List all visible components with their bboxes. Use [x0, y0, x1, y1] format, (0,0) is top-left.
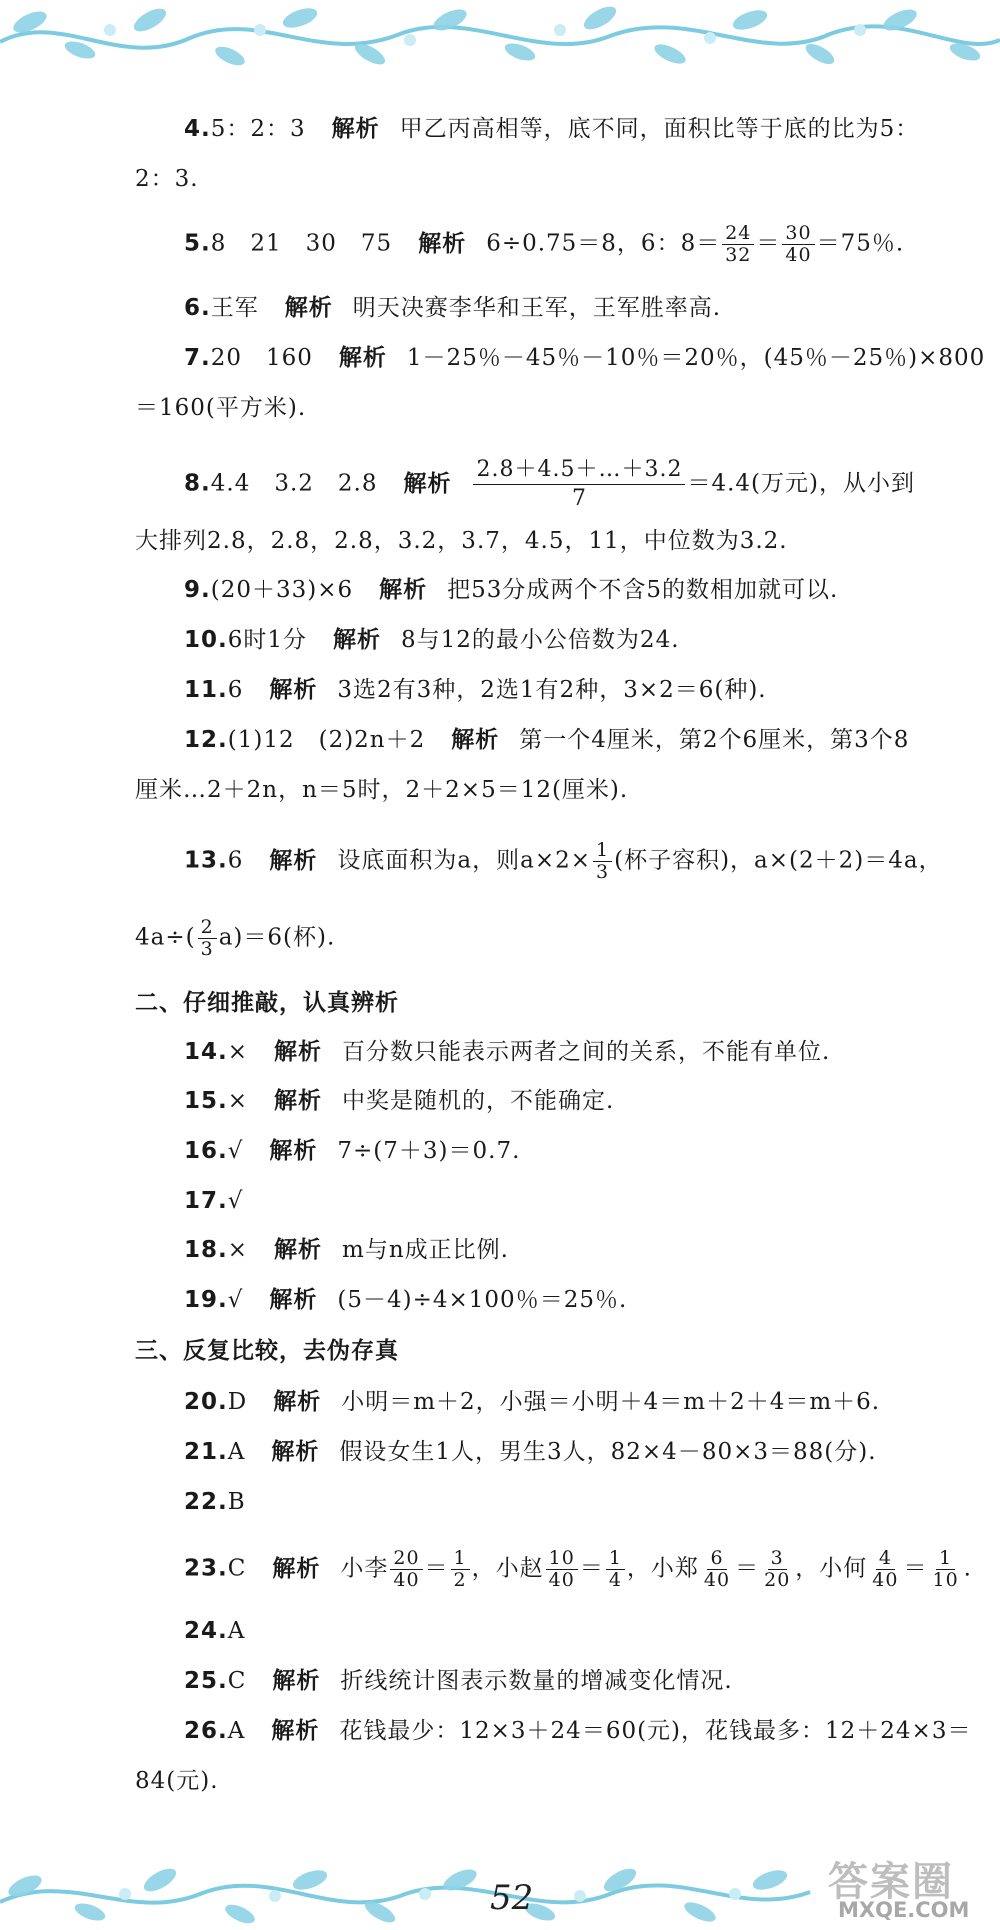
item-number: 11.	[184, 677, 228, 703]
denominator: 20	[764, 1569, 791, 1591]
item-explanation: 小明＝m＋2，小强＝小明＋4＝m＋2＋4＝m＋6.	[341, 1389, 881, 1415]
fraction	[451, 1548, 470, 1591]
fraction	[929, 1548, 961, 1591]
answer-24	[184, 1614, 245, 1648]
item-answer: A	[227, 1618, 246, 1644]
item-explanation: 7÷(7＋3)＝0.7.	[337, 1138, 521, 1164]
item-explanation: 假设女生1人，男生3人，82×4－80×3＝88(分).	[339, 1439, 877, 1465]
numerator: 10	[546, 1548, 578, 1570]
item-number: 24.	[184, 1618, 228, 1644]
item-answer: ×	[227, 1039, 249, 1065]
answer-8	[184, 456, 915, 513]
equals-sign: ＝	[424, 1555, 449, 1582]
analysis-label: 解析	[272, 1668, 321, 1694]
denominator: 40	[548, 1569, 575, 1591]
item-answer: ×	[227, 1237, 249, 1263]
continuation-text: 84(元).	[135, 1768, 219, 1794]
numerator: 3	[768, 1548, 787, 1570]
fraction	[606, 1548, 625, 1591]
item-answer: 4.4 3.2 2.8	[210, 470, 378, 497]
analysis-label: 解析	[269, 847, 318, 874]
fraction	[782, 223, 814, 266]
analysis-label: 解析	[418, 230, 467, 257]
answer-18	[184, 1233, 509, 1267]
numerator: 30	[782, 223, 814, 245]
item-answer: √	[227, 1287, 244, 1313]
denominator: 32	[725, 244, 752, 266]
item-answer: ×	[227, 1088, 249, 1114]
item-explanation: 中奖是随机的，不能确定.	[342, 1088, 615, 1114]
numerator: 4	[876, 1548, 895, 1570]
item-number: 8.	[184, 470, 211, 497]
denominator: 3	[200, 938, 214, 960]
answer-13	[184, 840, 943, 883]
answer-21	[184, 1435, 877, 1469]
watermark-title: 答案圈	[828, 1859, 954, 1905]
item-explanation: m与n成正比例.	[342, 1237, 509, 1263]
item-explanation: 第一个4厘米，第2个6厘米，第3个8	[519, 727, 910, 753]
continuation-text: 大排列2.8，2.8，2.8，3.2，3.7，4.5，11，中位数为3.2.	[135, 528, 788, 554]
analysis-label: 解析	[274, 1039, 323, 1065]
item-answer: 6	[227, 847, 244, 874]
item-answer: A	[227, 1718, 246, 1744]
analysis-label: 解析	[269, 677, 318, 703]
analysis-label: 解析	[284, 295, 333, 321]
answer-20	[184, 1385, 880, 1419]
answer-15	[184, 1084, 614, 1118]
denominator: 3	[596, 861, 610, 883]
equals-sign: ＝	[579, 1555, 604, 1582]
item-answer: C	[227, 1555, 247, 1582]
answer-8-cont	[135, 524, 788, 558]
fraction	[701, 1548, 733, 1591]
item-explanation: (5－4)÷4×100％＝25％.	[337, 1287, 628, 1313]
answer-9	[184, 573, 838, 607]
item-answer: D	[227, 1389, 248, 1415]
fraction	[722, 223, 754, 266]
item-explanation: 小李	[340, 1555, 389, 1582]
continuation-text: a)＝6(杯).	[218, 924, 336, 951]
fraction	[390, 1548, 422, 1591]
fraction	[546, 1548, 578, 1591]
item-number: 26.	[184, 1718, 228, 1744]
answer-10	[184, 623, 680, 657]
continuation-text: 厘米…2＋2n，n＝5时，2＋2×5＝12(厘米).	[135, 777, 629, 803]
answer-19	[184, 1283, 627, 1317]
item-number: 9.	[184, 577, 211, 603]
denominator: 40	[872, 1569, 899, 1591]
answer-4-cont	[135, 162, 199, 196]
item-explanation: 折线统计图表示数量的增减变化情况.	[340, 1668, 733, 1694]
item-number: 22.	[184, 1489, 228, 1515]
item-number: 7.	[184, 345, 211, 371]
analysis-label: 解析	[273, 1389, 322, 1415]
answer-12-cont	[135, 773, 628, 807]
item-answer: C	[227, 1668, 247, 1694]
answer-26	[184, 1714, 971, 1748]
analysis-label: 解析	[379, 577, 428, 603]
item-number: 6.	[184, 295, 211, 321]
item-explanation: ，小郑	[626, 1555, 699, 1582]
item-number: 25.	[184, 1668, 228, 1694]
item-answer: B	[227, 1489, 246, 1515]
answer-22	[184, 1485, 246, 1519]
item-number: 18.	[184, 1237, 228, 1263]
denominator: 4	[608, 1569, 622, 1591]
item-explanation: .	[963, 1555, 972, 1582]
item-explanation: 百分数只能表示两者之间的关系，不能有单位.	[342, 1039, 831, 1065]
answer-26-cont	[135, 1764, 219, 1798]
item-answer: √	[227, 1188, 244, 1214]
item-answer: √	[227, 1138, 244, 1164]
analysis-label: 解析	[451, 727, 500, 753]
equals-sign: ＝	[735, 1555, 760, 1582]
item-number: 13.	[184, 847, 228, 874]
continuation-text: 2：3.	[135, 166, 199, 192]
item-explanation: 8与12的最小公倍数为24.	[401, 627, 680, 653]
item-number: 17.	[184, 1188, 228, 1214]
item-number: 19.	[184, 1287, 228, 1313]
denominator: 7	[571, 486, 587, 511]
answer-16	[184, 1134, 520, 1168]
answer-6	[184, 291, 721, 325]
answer-17	[184, 1184, 243, 1218]
answer-7-cont	[135, 391, 306, 425]
item-answer: (1)12 (2)2n＋2	[227, 727, 426, 753]
item-explanation: 1－25％－45％－10％＝20％，(45％－25％)×800	[406, 345, 986, 371]
answer-14	[184, 1035, 830, 1069]
denominator: 40	[785, 244, 812, 266]
item-explanation: 明天决赛李华和王军，王军胜率高.	[352, 295, 722, 321]
item-explanation: ，小何	[795, 1555, 868, 1582]
analysis-label: 解析	[271, 1718, 320, 1744]
analysis-label: 解析	[272, 1555, 321, 1582]
item-number: 20.	[184, 1389, 228, 1415]
fraction	[593, 840, 612, 883]
item-number: 14.	[184, 1039, 228, 1065]
denominator: 2	[453, 1569, 467, 1591]
analysis-label: 解析	[274, 1088, 323, 1114]
analysis-label: 解析	[333, 627, 382, 653]
answer-13-cont	[135, 917, 335, 960]
item-answer: A	[227, 1439, 246, 1465]
page-number: 52	[490, 1878, 534, 1918]
answer-12	[184, 723, 909, 757]
numerator: 2	[198, 917, 217, 939]
fraction	[761, 1548, 793, 1591]
item-number: 23.	[184, 1555, 228, 1582]
answer-23	[184, 1548, 972, 1591]
item-answer: 6时1分	[227, 627, 308, 653]
numerator: 6	[707, 1548, 726, 1570]
analysis-label: 解析	[269, 1138, 318, 1164]
answer-25	[184, 1664, 733, 1698]
item-explanation: ＝4.4(万元)，从小到	[687, 470, 915, 497]
item-explanation: 设底面积为a，则a×2×	[337, 847, 591, 874]
item-number: 16.	[184, 1138, 228, 1164]
answer-7	[184, 341, 985, 375]
watermark-url: MXQE.COM	[838, 1898, 970, 1922]
numerator: 2.8＋4.5＋…＋3.2	[473, 456, 685, 485]
fraction	[473, 456, 685, 513]
item-explanation: 把53分成两个不含5的数相加就可以.	[447, 577, 839, 603]
item-number: 4.	[184, 116, 211, 142]
analysis-label: 解析	[331, 116, 380, 142]
numerator: 24	[722, 223, 754, 245]
item-answer: 6	[227, 677, 244, 703]
watermark-logo	[820, 1848, 990, 1928]
fraction	[198, 917, 217, 960]
denominator: 10	[932, 1569, 959, 1591]
item-answer: 20 160	[210, 345, 313, 371]
item-number: 10.	[184, 627, 228, 653]
item-explanation: ，小赵	[471, 1555, 544, 1582]
equals-sign: ＝	[903, 1555, 928, 1582]
item-explanation: ＝75％.	[816, 230, 905, 257]
item-number: 15.	[184, 1088, 228, 1114]
section-heading-2: 二、仔细推敲，认真辨析	[135, 990, 399, 1016]
analysis-label: 解析	[403, 470, 452, 497]
item-answer: 5：2：3	[210, 116, 306, 142]
continuation-text: ＝160(平方米).	[135, 395, 307, 421]
item-explanation: 3选2有3种，2选1有2种，3×2＝6(种).	[337, 677, 767, 703]
item-explanation: 花钱最少：12×3＋24＝60(元)，花钱最多：12＋24×3＝	[339, 1718, 972, 1744]
continuation-text: 4a÷(	[135, 924, 196, 951]
item-explanation: 6÷0.75＝8，6：8＝	[486, 230, 721, 257]
numerator: 1	[606, 1548, 625, 1570]
numerator: 1	[593, 840, 612, 862]
analysis-label: 解析	[338, 345, 387, 371]
numerator: 20	[390, 1548, 422, 1570]
analysis-label: 解析	[274, 1237, 323, 1263]
answer-4	[184, 112, 919, 146]
item-answer: 8 21 30 75	[210, 230, 393, 257]
item-explanation: (杯子容积)，a×(2＋2)＝4a，	[614, 847, 943, 874]
item-answer: 王军	[210, 295, 259, 321]
item-explanation: 甲乙丙高相等，底不同，面积比等于底的比为5：	[399, 116, 920, 142]
answer-11	[184, 673, 767, 707]
analysis-label: 解析	[271, 1439, 320, 1465]
item-number: 5.	[184, 230, 211, 257]
item-number: 21.	[184, 1439, 228, 1465]
fraction	[869, 1548, 901, 1591]
numerator: 1	[451, 1548, 470, 1570]
denominator: 40	[703, 1569, 731, 1591]
numerator: 1	[936, 1548, 955, 1570]
answer-5: 5.8 21 30 75 解析 6÷0.75＝8，6：8＝ $\frac{24}{32}$ ＝ $\frac{30}{40}$ ＝75％.	[184, 222, 905, 266]
item-number: 12.	[184, 727, 228, 753]
analysis-label: 解析	[269, 1287, 318, 1313]
denominator: 40	[393, 1569, 420, 1591]
section-heading-3: 三、反复比较，去伪存真	[135, 1338, 399, 1364]
item-answer: (20＋33)×6	[210, 577, 354, 603]
